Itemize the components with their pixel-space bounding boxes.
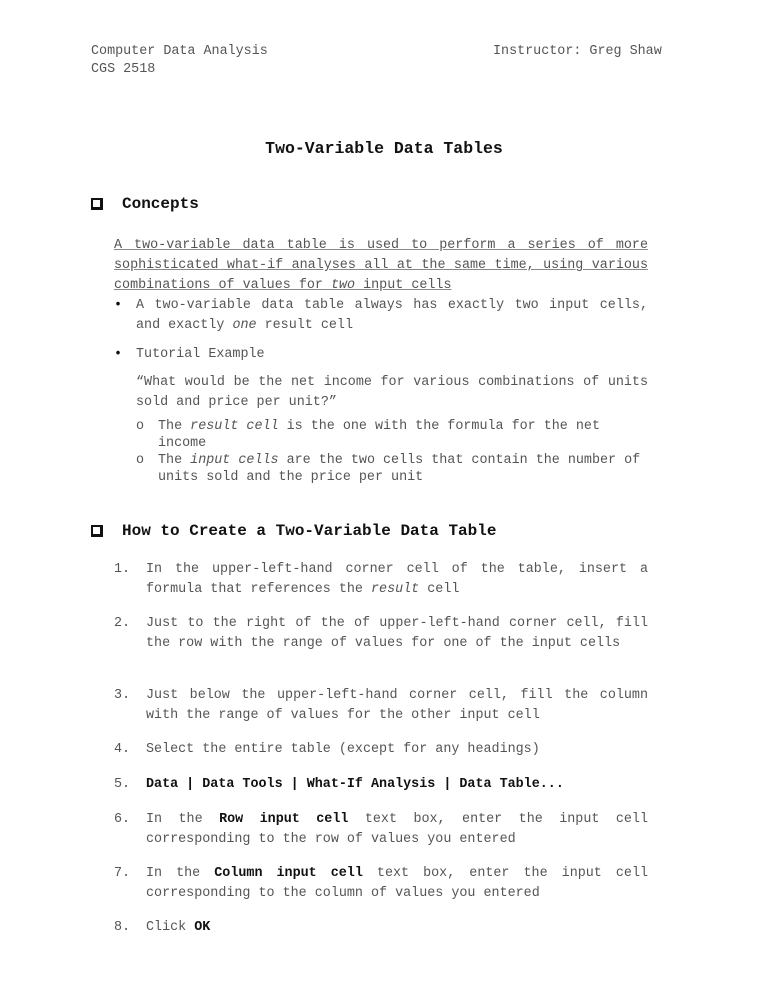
definition-text: A two-variable data table is used to perform a series of more sophisticated what-if analyses all at the same time, using various combinations of values for <box>114 238 648 293</box>
step-number: 2. <box>114 616 131 631</box>
list-item <box>114 296 648 336</box>
course-name: Computer Data Analysis <box>91 44 268 59</box>
step-item <box>114 560 648 600</box>
bullet-icon: • <box>114 347 123 362</box>
bullet-text <box>136 296 648 336</box>
step-text <box>146 810 648 850</box>
checkbox-icon <box>91 525 103 537</box>
step-text: Select the entire table (except for any headings) <box>146 742 540 757</box>
instructor-name: Instructor: Greg Shaw <box>493 44 662 59</box>
ellipsis: ... <box>539 777 564 792</box>
section-title: Concepts <box>122 195 199 213</box>
section-title: How to Create a Two-Variable Data Table <box>122 522 497 540</box>
bold-term: Row input cell <box>219 812 349 827</box>
circle-bullet-icon: o <box>136 453 145 468</box>
step-item <box>114 918 648 938</box>
definition-paragraph <box>114 236 648 296</box>
step-text <box>146 775 648 795</box>
section-heading-concepts <box>91 195 199 213</box>
bold-term: Column input cell <box>214 866 363 881</box>
step-text <box>146 918 648 938</box>
step-text: Just below the upper-left-hand corner cell, fill the column with the range of values for the other input cell <box>146 688 648 723</box>
menu-path: Data | Data Tools | What-If Analysis | Data Table <box>146 777 540 792</box>
list-item <box>136 418 648 452</box>
emphasis: result <box>371 582 420 597</box>
text: The <box>158 453 191 468</box>
step-item <box>114 614 648 654</box>
checkbox-icon <box>91 198 103 210</box>
text: In the <box>146 812 220 827</box>
step-number: 4. <box>114 742 131 757</box>
bullet-text: Tutorial Example <box>136 347 265 362</box>
text: Click <box>146 920 195 935</box>
text: In the <box>146 866 215 881</box>
quote-text: “What would be the net income for various combinations of units sold and price per unit?” <box>136 375 648 410</box>
definition-emphasis: two <box>330 278 356 293</box>
step-number: 5. <box>114 777 131 792</box>
step-item <box>114 740 648 760</box>
list-item <box>114 345 648 365</box>
page-title: Two-Variable Data Tables <box>265 139 503 158</box>
sub-item-text <box>158 418 648 452</box>
step-text: Just to the right of the of upper-left-hand corner cell, fill the row with the range of values for one of the input cells <box>146 616 648 651</box>
bold-term: OK <box>194 920 211 935</box>
section-heading-how-to <box>91 522 496 540</box>
text: result cell <box>256 318 353 333</box>
step-text <box>146 864 648 904</box>
list-item <box>136 452 648 486</box>
step-item <box>114 810 648 850</box>
text: text box, enter the input cell corresponding to the column of values you entered <box>146 866 649 901</box>
text: cell <box>419 582 460 597</box>
step-number: 7. <box>114 866 131 881</box>
circle-bullet-icon: o <box>136 419 145 434</box>
step-item <box>114 864 648 904</box>
step-number: 3. <box>114 688 131 703</box>
emphasis: input cells <box>190 453 279 468</box>
text: The <box>158 419 191 434</box>
bullet-icon: • <box>114 298 123 313</box>
text: are the two cells that contain the number of units sold and the price per unit <box>158 453 641 485</box>
step-item <box>114 775 648 795</box>
sub-item-text <box>158 452 648 486</box>
definition-text-end: input cells <box>355 278 452 293</box>
course-code: CGS 2518 <box>91 62 156 77</box>
step-text <box>146 560 648 600</box>
step-number: 1. <box>114 562 131 577</box>
text: text box, enter the input cell corresponding to the row of values you entered <box>146 812 648 847</box>
text: In the upper-left-hand corner cell of the table, insert a formula that references the <box>146 562 648 597</box>
text: is the one with the formula for the net income <box>158 419 600 451</box>
example-quote <box>136 373 648 413</box>
step-number: 8. <box>114 920 131 935</box>
text: A two-variable data table always has exactly two input cells, and exactly <box>136 298 648 333</box>
emphasis: result cell <box>190 419 279 434</box>
step-item <box>114 686 648 726</box>
step-number: 6. <box>114 812 131 827</box>
emphasis: one <box>232 318 257 333</box>
